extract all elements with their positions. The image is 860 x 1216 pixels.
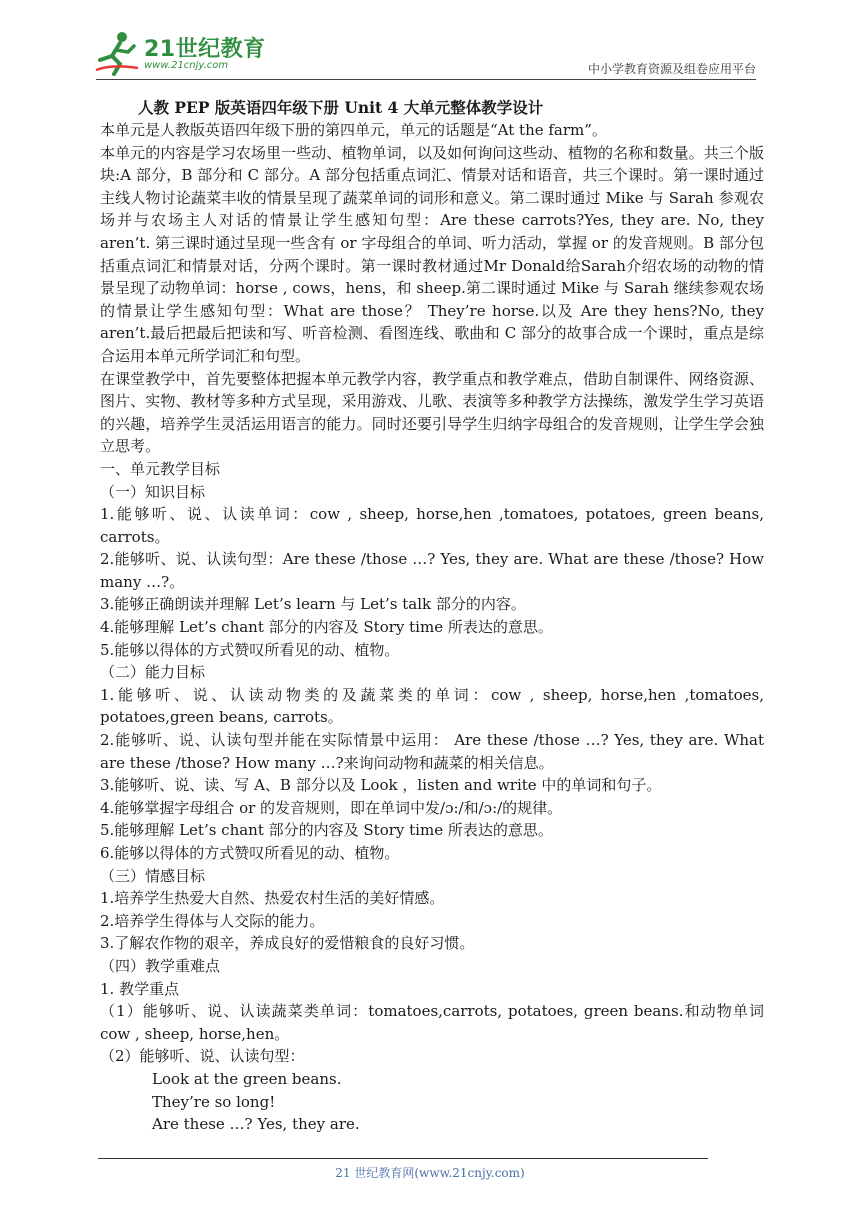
list-item: 1.能够听、说、认读动物类的及蔬菜类的单词：cow , sheep, horse,hen ,tomatoes, potatoes,green beans, carrots。 xyxy=(100,685,764,727)
paragraph: 在课堂教学中，首先要整体把握本单元教学内容，教学重点和教学难点，借助自制课件、网络资源、图片、实物、教材等多种方式呈现，采用游戏、儿歌、表演等多种教学方法操练，激发学生学习英语的兴趣，培养学生灵活运用语言的能力。同时还要引导学生归纳字母组合的发音规则，让学生学会独立思考。 xyxy=(100,369,764,456)
subsection-heading: （四）教学重难点 xyxy=(100,956,221,975)
list-item: 4.能够理解 Let’s chant 部分的内容及 Story time 所表达的意思。 xyxy=(100,618,553,637)
list-item: 1.能够听、说、认读单词：cow , sheep, horse,hen ,tomatoes, potatoes, green beans, carrots。 xyxy=(100,505,764,546)
list-item: 2.能够听、说、认读句型并能在实际情景中运用： Are these /those …? Yes, they are. What are these /those? How many …?来询问动物和蔬菜的相关信息。 xyxy=(100,731,764,772)
list-item: 6.能够以得体的方式赞叹所看见的动、植物。 xyxy=(100,844,400,862)
site-logo[interactable] xyxy=(92,30,266,78)
document-title: 人教 PEP 版英语四年级下册 Unit 4 大单元整体教学设计 xyxy=(138,98,544,117)
logo-url: www.21cnjy.com xyxy=(144,60,229,71)
subsection-heading: （三）情感目标 xyxy=(100,866,206,885)
list-item: （2）能够听、说、认读句型： xyxy=(100,1047,305,1066)
runner-icon xyxy=(92,30,142,76)
list-item: 5.能够以得体的方式赞叹所看见的动、植物。 xyxy=(100,640,400,659)
list-item: 2.培养学生得体与人交际的能力。 xyxy=(100,911,325,930)
list-item: 1. 教学重点 xyxy=(100,979,180,998)
list-item: 3.了解农作物的艰辛，养成良好的爱惜粮食的良好习惯。 xyxy=(100,934,475,953)
subsection-heading: （二）能力目标 xyxy=(100,663,206,682)
header-tagline: 中小学教育资源及组卷应用平台 xyxy=(587,62,756,76)
footer-divider xyxy=(98,1158,708,1159)
list-item: 4.能够掌握字母组合 or 的发音规则，即在单词中发/ɔ:/和/ɔ:/的规律。 xyxy=(100,798,563,817)
example-sentence: Look at the green beans. xyxy=(152,1069,342,1088)
paragraph: 本单元的内容是学习农场里一些动、植物单词，以及如何询问这些动、植物的名称和数量。共三个版块:A 部分，B 部分和 C 部分。A 部分包括重点词汇、情景对话和语音，共三个课时。第一课时通过主线人物讨论蔬菜丰收的情景呈现了蔬菜单词的词形和意义。第二课时通过 Mike 与 Sarah 参观农场并与农场主人对话的情景让学生感知句型：Are these carrots?Yes, they are. No, they aren’t. 第三课时通过呈现一些含有 or 字母组合的单词、听力活动，掌握 or 的发音规则。B 部分包括重点词汇和情景对话，分两个课时。第一课时教材通过Mr Donald给Sarah介绍农场的动物的情景呈现了动物单词：horse , cows，hens，和 sheep.第二课时通过 Mike 与 Sarah 继续参观农场的情景让学生感知句型：What are those？ They’re horse.以及 Are they hens?No, they aren’t.最后把最后把读和写、听音检测、看图连线、歌曲和 C 部分的故事合成一个课时，重点是综合运用本单元所学词汇和句型。 xyxy=(100,143,764,365)
example-sentence: They’re so long! xyxy=(152,1092,276,1111)
example-sentence: Are these …? Yes, they are. xyxy=(152,1115,360,1134)
logo-text: 21世纪教育 xyxy=(144,37,266,62)
list-item: （1）能够听、说、认读蔬菜类单词：tomatoes,carrots, potatoes, green beans.和动物单词 cow , sheep, horse,hen。 xyxy=(100,1002,764,1043)
list-item: 3.能够听、说、读、写 A、B 部分以及 Look ，listen and write 中的单词和句子。 xyxy=(100,776,662,795)
list-item: 2.能够听、说、认读句型：Are these /those …? Yes, they are. What are these /those? How many …?。 xyxy=(100,550,764,591)
list-item: 3.能够正确朗读并理解 Let’s learn 与 Let’s talk 部分的内容。 xyxy=(100,595,526,614)
list-item: 5.能够理解 Let’s chant 部分的内容及 Story time 所表达的意思。 xyxy=(100,821,553,840)
section-heading: 一、单元教学目标 xyxy=(100,459,221,478)
subsection-heading: （一）知识目标 xyxy=(100,482,206,501)
header-divider xyxy=(96,79,756,80)
paragraph: 本单元是人教版英语四年级下册的第四单元，单元的话题是“At the farm”。 xyxy=(100,121,607,139)
page-header xyxy=(0,0,860,90)
document-body xyxy=(100,96,764,1136)
footer-link[interactable]: 21 世纪教育网(www.21cnjy.com) xyxy=(335,1166,525,1180)
list-item: 1.培养学生热爱大自然、热爱农村生活的美好情感。 xyxy=(100,889,445,908)
